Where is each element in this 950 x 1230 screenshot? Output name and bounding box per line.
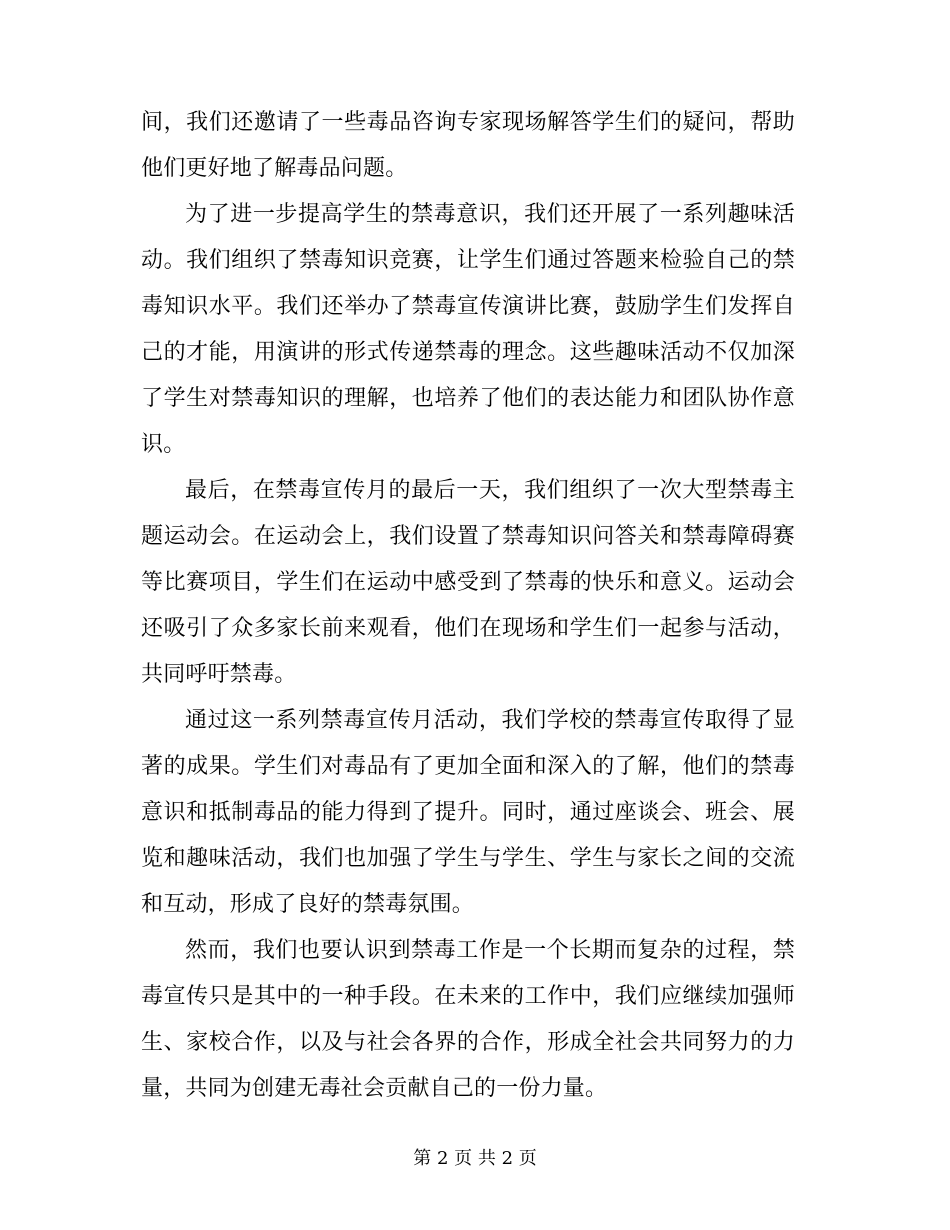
paragraph-5: 然而，我们也要认识到禁毒工作是一个长期而复杂的过程，禁毒宣传只是其中的一种手段。在未来的工作中，我们应继续加强师生、家校合作，以及与社会各界的合作，形成全社会共同努力的力量，共同为创建无毒社会贡献自己的一份力量。	[141, 938, 795, 1101]
page-footer	[0, 1147, 950, 1171]
paragraph-4: 通过这一系列禁毒宣传月活动，我们学校的禁毒宣传取得了显著的成果。学生们对毒品有了更加全面和深入的了解，他们的禁毒意识和抵制毒品的能力得到了提升。同时，通过座谈会、班会、展览和趣味活动，我们也加强了学生与学生、学生与家长之间的交流和互动，形成了良好的禁毒氛围。	[141, 708, 795, 917]
document-body	[141, 100, 795, 1112]
paragraph-2: 为了进一步提高学生的禁毒意识，我们还开展了一系列趣味活动。我们组织了禁毒知识竞赛，让学生们通过答题来检验自己的禁毒知识水平。我们还举办了禁毒宣传演讲比赛，鼓励学生们发挥自己的才能，用演讲的形式传递禁毒的理念。这些趣味活动不仅加深了学生对禁毒知识的理解，也培养了他们的表达能力和团队协作意识。	[141, 202, 795, 457]
paragraph-3: 最后，在禁毒宣传月的最后一天，我们组织了一次大型禁毒主题运动会。在运动会上，我们设置了禁毒知识问答关和禁毒障碍赛等比赛项目，学生们在运动中感受到了禁毒的快乐和意义。运动会还吸引了众多家长前来观看，他们在现场和学生们一起参与活动，共同呼吁禁毒。	[141, 478, 795, 687]
paragraph-1: 间，我们还邀请了一些毒品咨询专家现场解答学生们的疑问，帮助他们更好地了解毒品问题。	[141, 110, 795, 181]
page-number-label: 第 2 页 共 2 页	[413, 1148, 537, 1169]
